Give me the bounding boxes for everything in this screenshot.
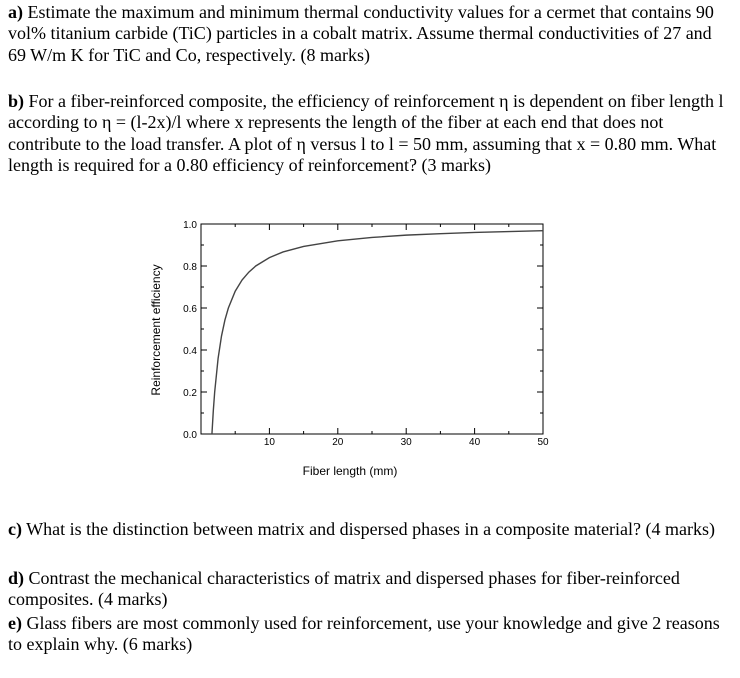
question-e-text: Glass fibers are most commonly used for reinforcement, use your knowledge and give 2 reasons to explain why. (6 marks) [8, 613, 720, 655]
x-tick-label: 20 [332, 437, 344, 448]
question-e [8, 613, 733, 656]
question-d-label: d) [8, 568, 25, 588]
x-tick-label: 50 [537, 437, 549, 448]
y-tick-label: 0.6 [183, 304, 197, 315]
y-tick-label: 0.0 [183, 430, 197, 441]
y-tick-label: 0.2 [183, 388, 197, 399]
y-axis-label: Reinforcement efficiency [149, 264, 163, 396]
question-d-text: Contrast the mechanical characteristics of matrix and dispersed phases for fiber-reinforced composites. (4 marks) [8, 568, 680, 610]
question-b-label: b) [8, 91, 25, 111]
question-e-label: e) [8, 613, 22, 633]
question-a [8, 2, 733, 66]
x-axis-label: Fiber length (mm) [302, 464, 398, 478]
plot-frame [201, 224, 543, 434]
y-tick-labels [183, 220, 197, 441]
x-tick-labels [264, 437, 549, 448]
y-tick-label: 0.8 [183, 262, 197, 273]
question-a-label: a) [8, 2, 23, 22]
y-tick-label: 1.0 [183, 220, 197, 231]
efficiency-curve [212, 231, 543, 434]
question-b-text: For a fiber-reinforced composite, the efficiency of reinforcement η is dependent on fiber length l according to η = (l-2x)/l where x represents the length of the fiber at each end that does not contribute to the load transfer. A plot of η versus l to l = 50 mm, assuming that x = 0.80 mm. What length is required for a 0.80 efficiency of reinforcement? (3 marks) [8, 91, 724, 175]
axis-ticks [201, 224, 543, 434]
question-c-text: What is the distinction between matrix and dispersed phases in a composite material? (4 marks) [26, 519, 715, 539]
efficiency-chart [140, 210, 560, 485]
y-tick-label: 0.4 [183, 346, 197, 357]
question-c-label: c) [8, 519, 22, 539]
x-tick-label: 10 [263, 437, 275, 448]
question-b [8, 91, 733, 176]
question-d [8, 568, 733, 611]
x-tick-label: 30 [400, 437, 412, 448]
question-a-text: Estimate the maximum and minimum thermal conductivity values for a cermet that contains 90 vol% titanium carbide (TiC) particles in a cobalt matrix. Assume thermal conductivities of 27 and 69 W/m K for TiC and Co, respectively. (8 marks) [8, 2, 714, 65]
x-tick-label: 40 [469, 437, 481, 448]
question-c [8, 519, 733, 540]
